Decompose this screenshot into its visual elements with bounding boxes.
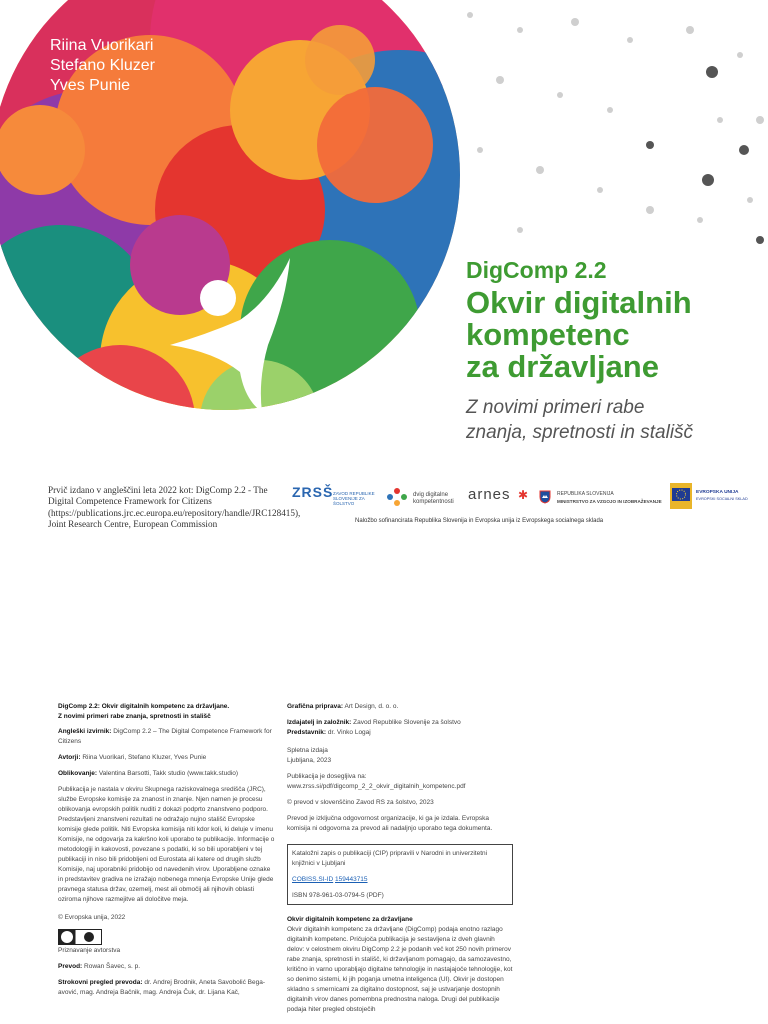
design-label: Oblikovanje:	[58, 770, 98, 777]
original-row	[58, 727, 276, 747]
imprint-heading-1: DigComp 2.2: Okvir digitalnih kompetenc za državljane.	[58, 703, 230, 710]
publisher-label: Izdajatelj in založnik:	[287, 719, 352, 726]
cobiss-label[interactable]: COBISS.SI-ID	[292, 876, 334, 883]
copyright-text: © Evropska unija, 2022	[58, 914, 126, 921]
available-text: Publikacija je dosegljiva na:	[287, 773, 367, 780]
copyright-translation: © prevod v slovenščino Zavod RS za šolstvo, 2023	[287, 799, 434, 806]
dvig-icon	[386, 487, 408, 509]
imprint-left-column	[58, 702, 276, 1004]
imprint-heading-2: Z novimi primeri rabe znanja, spretnosti in stališč	[58, 713, 211, 720]
license-text: Priznavanje avtorstva	[58, 947, 121, 954]
arnes-icon: ✱	[518, 488, 529, 502]
isbn-text: ISBN 978-961-03-0794-5 (PDF)	[292, 892, 384, 899]
design-text: Valentina Barsotti, Takk studio (www.takk.studio)	[98, 770, 239, 777]
logo-dvig: dvig digitalne kompetentnosti	[413, 492, 454, 505]
review-label: Strokovni pregled prevoda:	[58, 979, 143, 986]
cip-box	[287, 844, 513, 905]
prep-label: Grafična priprava:	[287, 703, 343, 710]
authors-text: Riina Vuorikari, Stefano Kluzer, Yves Punie	[82, 754, 207, 761]
first-edition-note: Prvič izdano v angleščini leta 2022 kot: DigComp 2.2 - The Digital Competence Framework for Citizens (https://publications.jrc.ec.europa.eu/repository/handle/JRC128415), Joint Research Centre, European Commission	[48, 485, 301, 529]
rep-row	[287, 728, 513, 738]
cover-subtitle-line: Z novimi primeri rabe	[466, 397, 645, 418]
review-row	[58, 978, 276, 998]
summary-text: Okvir digitalnih kompetenc za državljane (DigComp) podaja enotno razlago digitalnih kompetenc. Pričujoča publikacija je sestavljena iz dveh glavnih delov: v celostnem okviru DigComp 2.2 je podanih več kot 250 novih primerov rabe znanja, spretnosti in stališč, ki državljanom pomagajo, da samozavestno, kritično in varno uporabljajo digitalne tehnologije in nastajajoče tehnologije, kot so denimo sistemi, ki jih poganja umetna inteligenca (UI). Okvir je dostopen skladno s smernicami za digitalno dostopnost, saj je ustvarjanje dostopnih digitalnih virov danes pomembna prednostna naloga. Drugi del publikacije podaja hiter pregled obstoječih	[287, 926, 513, 1013]
disclaimer-text: Publikacija je nastala v okviru Skupnega raziskovalnega središča (JRC), službe Evropske komisije za znanost in znanje. Njen namen je procesu oblikovanja evropskih politik nuditi z dokazi podprto znanstveno podporo. Predstavljeni znanstveni rezultati ne odražajo nujno stališč Evropske komisije glede politik. Niti Evropska komisija niti kdor koli, ki deluje v imenu Komisije, ne odgovarja za kakršno koli uporabo te publikacije. Informacije o metodologiji in kakovosti, povezane s podatki, ki so bili uporabljeni v tej publikaciji in niso bili pridobljeni od Eurostata ali katere od drugih služb Komisije, naj uporabniki pridobijo od navedenih virov. Uporabljene oznake in predstavitev gradiva ne izražajo nobenega mnenja Evropske Unije glede pravnega statusa držav, ozemelj, mest ali območij ali njihovih oblasti oziroma njihove razmejitve ali določitve meja.	[58, 786, 275, 903]
prep-row	[287, 702, 513, 712]
rep-label: Predstavnik:	[287, 729, 327, 736]
translation-note: Prevod je izključna odgovornost organizacije, ki ga je izdala. Evropska komisija ni odgovorna za prevod ali nadaljnjo uporabo tega dokumenta.	[287, 815, 493, 832]
slovenia-coat-of-arms-icon	[539, 490, 551, 504]
original-label: Angleški izvirnik:	[58, 728, 112, 735]
ministry-line-2: MINISTRSTVO ZA VZGOJO IN IZOBRAŽEVANJE	[557, 499, 662, 504]
cover-title-line: za državljane	[466, 349, 659, 384]
summary-title: Okvir digitalnih kompetenc za državljane	[287, 916, 413, 923]
ministry-line-1: REPUBLIKA SLOVENIJA	[557, 491, 614, 497]
prep-text: Art Design, d. o. o.	[344, 703, 399, 710]
logo-zrss-sub: ZAVOD REPUBLIKE SLOVENIJE ZA ŠOLSTVO	[333, 491, 375, 506]
eu-line-2: EVROPSKI SOCIALNI SKLAD	[696, 497, 748, 501]
authors-label: Avtorji:	[58, 754, 81, 761]
logo-zrss	[292, 484, 334, 500]
eu-flag-icon	[670, 483, 692, 509]
translation-text: Rowan Šavec, s. p.	[84, 963, 141, 970]
rep-text: dr. Vinko Logaj	[327, 729, 371, 736]
cobiss-id[interactable]: 159443715	[335, 876, 368, 883]
author-name: Riina Vuorikari	[50, 37, 154, 54]
author-name: Yves Punie	[50, 77, 131, 94]
eu-line-1: EVROPSKA UNIJA	[696, 490, 739, 495]
cover-title-line: kompetenc	[466, 317, 630, 352]
authors-row	[58, 753, 276, 763]
imprint-right-column	[287, 702, 513, 1013]
review-text: dr. Andrej Brodnik, Aneta Savobolić Bega-avović, mag. Andreja Bačnik, mag. Andreja Čuk, dr. Lijana Kač,	[58, 979, 266, 996]
author-name: Stefano Kluzer	[50, 57, 155, 74]
translation-label: Prevod:	[58, 963, 83, 970]
logo-arnes: arnes	[468, 486, 511, 503]
logo-ministry	[557, 491, 662, 505]
cover-subtitle-line: znanja, spretnosti in stališč	[466, 422, 694, 443]
design-row	[58, 769, 276, 779]
logo-eu	[696, 489, 748, 503]
cover-title-line: Okvir digitalnih	[466, 285, 692, 320]
cc-by-license-icon	[58, 929, 102, 945]
translation-row	[58, 962, 276, 972]
author-list	[50, 36, 155, 96]
zrss-mark: ZRSŠ	[292, 484, 334, 500]
publisher-row	[287, 718, 513, 728]
cobiss-row	[292, 875, 508, 885]
cover-title	[466, 287, 692, 383]
edition-text: Spletna izdaja	[287, 747, 328, 754]
original-text: DigComp 2.2 – The Digital Competence Framework for Citizens	[58, 728, 272, 745]
publication-url[interactable]: www.zrss.si/pdf/digcomp_2_2_okvir_digitalnih_kompetenc.pdf	[287, 783, 466, 790]
publisher-text: Zavod Republike Slovenije za šolstvo	[353, 719, 461, 726]
cofinancing-note: Naložbo sofinancirata Republika Slovenija in Evropska unija iz Evropskega socialnega sklada	[355, 518, 604, 524]
cip-text: Kataložni zapis o publikaciji (CIP) pripravili v Narodni in univerzitetni knjižnici v Ljubljani	[292, 850, 488, 867]
place-year-text: Ljubljana, 2023	[287, 757, 332, 764]
cover-subtitle	[466, 395, 693, 445]
brand-title: DigComp 2.2	[466, 257, 607, 283]
